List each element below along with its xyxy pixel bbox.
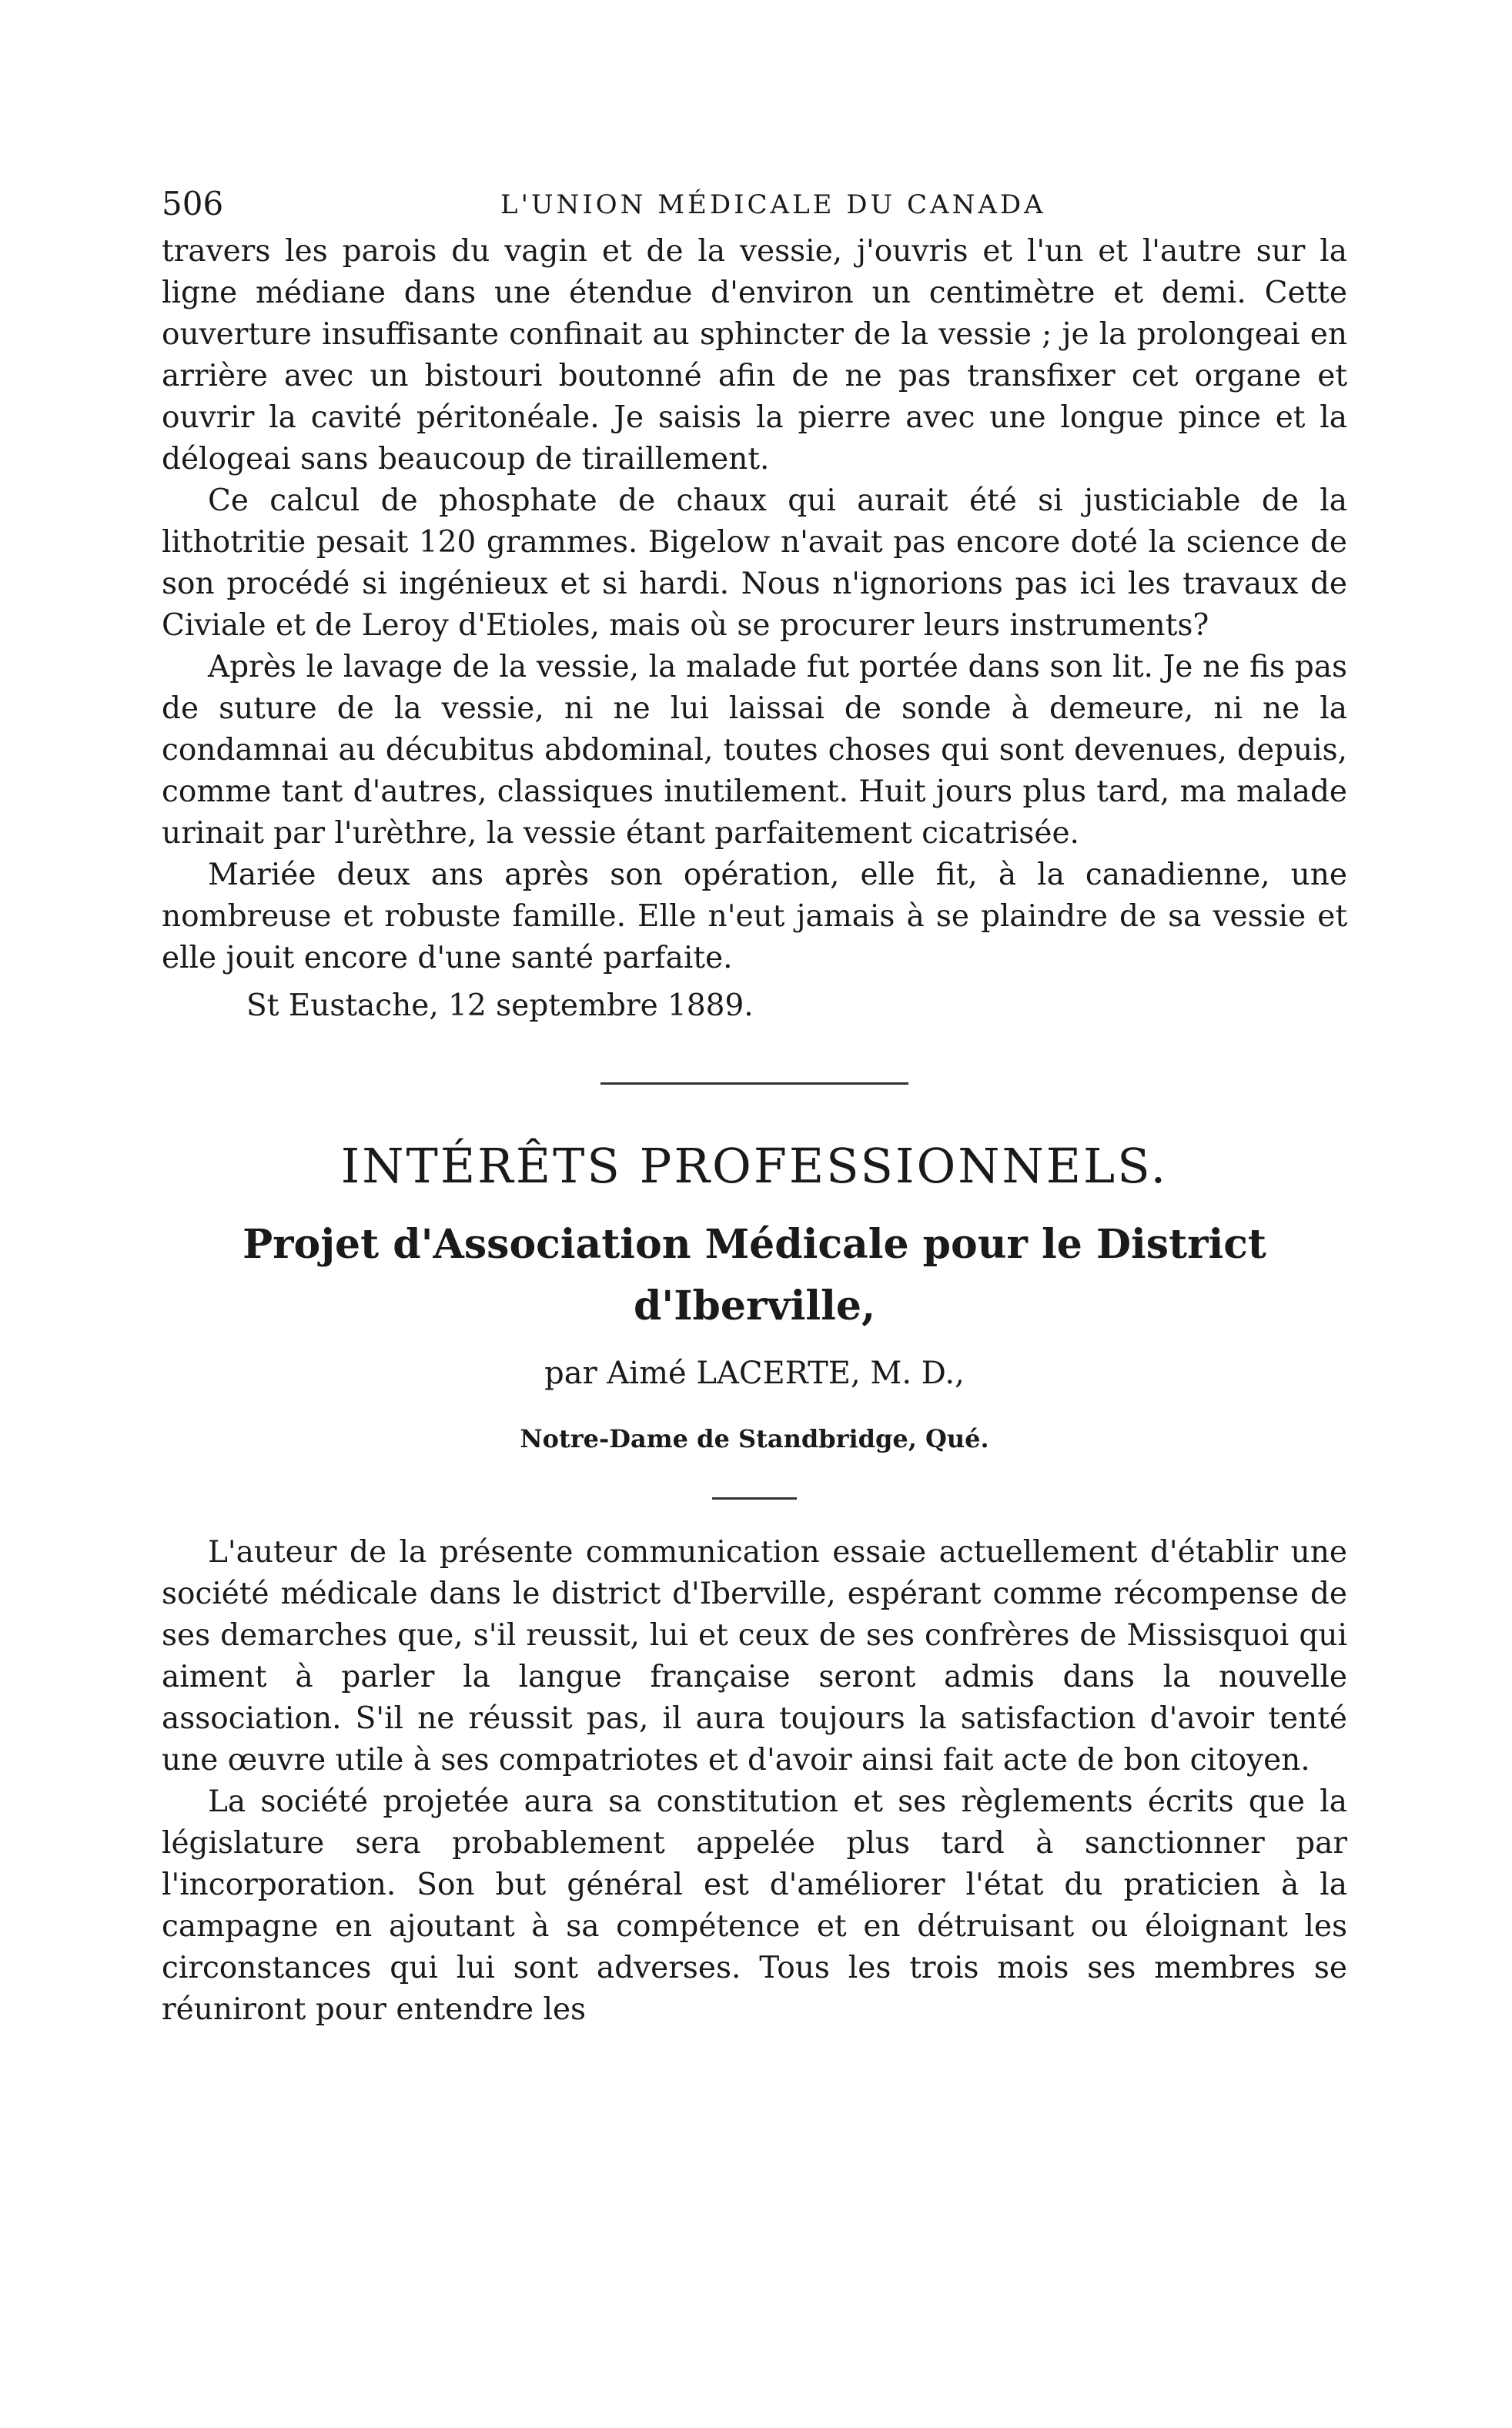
paragraph: Ce calcul de phosphate de chaux qui aurait été si justiciable de la lithotritie pesait 120 grammes. Bigelow n'avait pas encore doté la science de son procédé si ingénieux et si hardi. Nous n'ignorions pas ici les travaux de Civiale et de Leroy d'Etioles, mais où se procurer leurs instruments? — [162, 483, 1347, 643]
page-header — [162, 169, 1347, 231]
author-byline: par Aimé LACERTE, M. D., — [544, 1356, 965, 1391]
paragraph: Après le lavage de la vessie, la malade fut portée dans son lit. Je ne fis pas de suture de la vessie, ni ne lui laissai de sonde à demeure, ni ne la condamnai au décubitus abdominal, toutes choses qui sont devenues, depuis, comme tant d'autres, classiques inutilement. Huit jours plus tard, ma malade urinait par l'urèthre, la vessie étant parfaitement cicatrisée. — [162, 650, 1347, 851]
paragraph: travers les parois du vagin et de la vessie, j'ouvris et l'un et l'autre sur la ligne médiane dans une étendue d'environ un centimètre et demi. Cette ouverture insuffisante confinait au sphincter de la vessie ; je la prolongeai en arrière avec un bistouri boutonné afin de ne pas transfixer cet organe et ouvrir la cavité péritonéale. Je saisis la pierre avec une longue pince et la délogeai sans beaucoup de tiraillement. — [162, 234, 1347, 477]
signoff-place-date: St Eustache, 12 septembre 1889. — [246, 988, 754, 1023]
section-divider — [600, 1082, 908, 1085]
page-number: 506 — [162, 185, 224, 222]
paragraph: La société projetée aura sa constitution et ses règlements écrits que la législature sera probablement appelée plus tard à sanctionner par l'incorporation. Son but général est d'améliorer l'état du praticien à la campagne en ajoutant à sa compétence et en détruisant ou éloignant les circonstances qui lui sont adverses. Tous les trois mois ses membres se réuniront pour entendre les — [162, 1784, 1347, 2027]
paragraph: Mariée deux ans après son opération, elle fit, à la canadienne, une nombreuse et robuste famille. Elle n'eut jamais à se plaindre de sa vessie et elle jouit encore d'une santé parfaite. — [162, 858, 1347, 975]
section-title: INTÉRÊTS PROFESSIONNELS. — [340, 1138, 1169, 1194]
page — [162, 169, 1347, 2031]
title-rule — [712, 1497, 797, 1500]
new-article-body — [162, 1532, 1347, 2031]
author-affiliation: Notre-Dame de Standbridge, Qué. — [520, 1424, 989, 1453]
paragraph: L'auteur de la présente communication essaie actuellement d'établir une société médicale dans le district d'Iberville, espérant comme récompense de ses demarches que, s'il reussit, lui et ceux de ses confrères de Missisquoi qui aiment à parler la langue française seront admis dans la nouvelle association. S'il ne réussit pas, il aura toujours la satisfaction d'avoir tenté une œuvre utile à ses compatriotes et d'avoir ainsi fait acte de bon citoyen. — [162, 1535, 1347, 1778]
running-title: L'UNION MÉDICALE DU CANADA — [500, 189, 1046, 220]
article-title: Projet d'Association Médicale pour le District d'Iberville, — [243, 1221, 1266, 1329]
continued-article — [162, 231, 1347, 1033]
